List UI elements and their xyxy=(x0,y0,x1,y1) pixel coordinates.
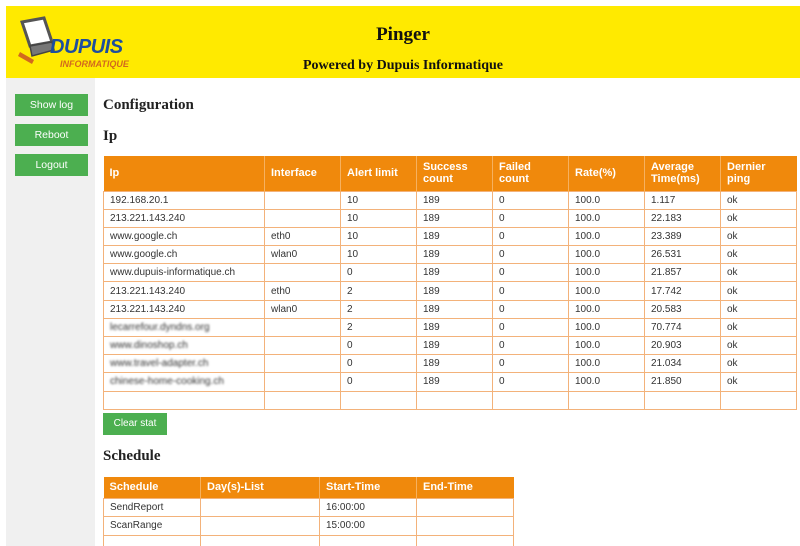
table-cell-alert-limit: 10 xyxy=(341,209,417,227)
table-cell-ip: 213.221.143.240 xyxy=(104,282,265,300)
table-cell-ip xyxy=(104,391,265,409)
table-cell-rate: 100.0 xyxy=(569,373,645,391)
table-cell-alert-limit: 10 xyxy=(341,191,417,209)
table-cell-ip: www.google.ch xyxy=(104,246,265,264)
table-cell-average-time-ms: 21.034 xyxy=(645,355,721,373)
table-cell-alert-limit: 0 xyxy=(341,373,417,391)
table-cell-ip: lecarrefour.dyndns.org xyxy=(104,318,265,336)
table-cell-dernier-ping: ok xyxy=(721,337,797,355)
table-cell-failed-count: 0 xyxy=(493,264,569,282)
schedule-heading: Schedule xyxy=(103,448,161,464)
table-cell-rate: 100.0 xyxy=(569,191,645,209)
table-cell-average-time-ms: 70.774 xyxy=(645,318,721,336)
table-cell-schedule xyxy=(104,535,201,546)
table-cell-failed-count: 0 xyxy=(493,318,569,336)
column-header-start-time: Start-Time xyxy=(320,477,417,498)
table-cell-dernier-ping: ok xyxy=(721,373,797,391)
table-cell-alert-limit: 2 xyxy=(341,300,417,318)
sidebar xyxy=(6,78,95,546)
table-cell-average-time-ms: 20.903 xyxy=(645,337,721,355)
table-cell-interface: wlan0 xyxy=(265,300,341,318)
ip-table-row xyxy=(104,209,797,227)
table-cell-success-count: 189 xyxy=(417,318,493,336)
schedule-table xyxy=(103,477,514,546)
table-cell-dernier-ping xyxy=(721,391,797,409)
clear-stat-button[interactable]: Clear stat xyxy=(103,413,167,435)
logout-button[interactable]: Logout xyxy=(15,154,88,176)
column-header-interface: Interface xyxy=(265,156,341,191)
table-cell-dernier-ping: ok xyxy=(721,191,797,209)
ip-table-row xyxy=(104,337,797,355)
table-cell-ip: www.travel-adapter.ch xyxy=(104,355,265,373)
table-cell-ip: www.google.ch xyxy=(104,227,265,245)
ip-table-row xyxy=(104,355,797,373)
schedule-table-row xyxy=(104,535,514,546)
page-subtitle: Powered by Dupuis Informatique xyxy=(302,58,504,73)
table-cell-failed-count: 0 xyxy=(493,246,569,264)
page-title: Pinger xyxy=(376,24,430,45)
table-cell-alert-limit: 0 xyxy=(341,264,417,282)
ip-table-row xyxy=(104,300,797,318)
column-header-ip: Ip xyxy=(104,156,265,191)
table-cell-interface xyxy=(265,373,341,391)
table-cell-success-count: 189 xyxy=(417,264,493,282)
table-cell-alert-limit: 0 xyxy=(341,337,417,355)
table-cell-alert-limit xyxy=(341,391,417,409)
table-cell-success-count: 189 xyxy=(417,355,493,373)
ip-table-row xyxy=(104,373,797,391)
ip-table-row xyxy=(104,191,797,209)
table-cell-ip: www.dupuis-informatique.ch xyxy=(104,264,265,282)
table-cell-ip: www.dinoshop.ch xyxy=(104,337,265,355)
table-cell-rate: 100.0 xyxy=(569,300,645,318)
reboot-button[interactable]: Reboot xyxy=(15,124,88,146)
table-cell-success-count: 189 xyxy=(417,373,493,391)
table-cell-rate: 100.0 xyxy=(569,246,645,264)
table-cell-dernier-ping: ok xyxy=(721,282,797,300)
table-cell-average-time-ms: 22.183 xyxy=(645,209,721,227)
table-cell-success-count: 189 xyxy=(417,282,493,300)
table-cell-start-time xyxy=(320,535,417,546)
table-cell-rate: 100.0 xyxy=(569,355,645,373)
table-cell-rate xyxy=(569,391,645,409)
ip-table-row xyxy=(104,246,797,264)
table-cell-success-count: 189 xyxy=(417,337,493,355)
column-header-rate: Rate(%) xyxy=(569,156,645,191)
table-cell-failed-count: 0 xyxy=(493,209,569,227)
ip-table-row xyxy=(104,391,797,409)
table-cell-failed-count: 0 xyxy=(493,227,569,245)
ip-table xyxy=(103,156,797,410)
table-cell-alert-limit: 10 xyxy=(341,227,417,245)
table-cell-start-time: 15:00:00 xyxy=(320,517,417,536)
table-cell-interface: wlan0 xyxy=(265,246,341,264)
table-cell-schedule: SendReport xyxy=(104,498,201,517)
table-cell-rate: 100.0 xyxy=(569,264,645,282)
column-header-end-time: End-Time xyxy=(417,477,514,498)
logo-subtext: INFORMATIQUE xyxy=(60,59,129,69)
logo-wordmark: DUPUIS xyxy=(50,36,123,58)
table-cell-rate: 100.0 xyxy=(569,282,645,300)
table-cell-average-time-ms: 23.389 xyxy=(645,227,721,245)
column-header-alert-limit: Alert limit xyxy=(341,156,417,191)
ip-table-row xyxy=(104,264,797,282)
ip-heading: Ip xyxy=(103,128,118,144)
table-cell-start-time: 16:00:00 xyxy=(320,498,417,517)
table-cell-rate: 100.0 xyxy=(569,337,645,355)
table-cell-interface xyxy=(265,337,341,355)
table-cell-dernier-ping: ok xyxy=(721,264,797,282)
table-cell-dernier-ping: ok xyxy=(721,300,797,318)
table-cell-success-count xyxy=(417,391,493,409)
table-cell-interface xyxy=(265,391,341,409)
table-cell-average-time-ms: 26.531 xyxy=(645,246,721,264)
table-cell-ip: 213.221.143.240 xyxy=(104,300,265,318)
table-cell-day-s-list xyxy=(201,517,320,536)
schedule-table-row xyxy=(104,498,514,517)
column-header-day-s-list: Day(s)-List xyxy=(201,477,320,498)
column-header-dernier-ping: Dernier ping xyxy=(721,156,797,191)
table-cell-failed-count xyxy=(493,391,569,409)
table-cell-success-count: 189 xyxy=(417,246,493,264)
schedule-table-row xyxy=(104,517,514,536)
table-cell-dernier-ping: ok xyxy=(721,355,797,373)
table-cell-average-time-ms: 20.583 xyxy=(645,300,721,318)
ip-table-row xyxy=(104,318,797,336)
table-cell-alert-limit: 0 xyxy=(341,355,417,373)
table-cell-rate: 100.0 xyxy=(569,227,645,245)
table-cell-day-s-list xyxy=(201,498,320,517)
table-cell-dernier-ping: ok xyxy=(721,246,797,264)
page-header xyxy=(6,6,800,78)
table-cell-end-time xyxy=(417,535,514,546)
table-cell-failed-count: 0 xyxy=(493,337,569,355)
table-cell-alert-limit: 2 xyxy=(341,318,417,336)
table-cell-schedule: ScanRange xyxy=(104,517,201,536)
table-cell-dernier-ping: ok xyxy=(721,227,797,245)
table-cell-interface: eth0 xyxy=(265,282,341,300)
show-log-button[interactable]: Show log xyxy=(15,94,88,116)
table-cell-success-count: 189 xyxy=(417,300,493,318)
configuration-heading: Configuration xyxy=(103,97,194,113)
table-cell-interface xyxy=(265,318,341,336)
table-cell-failed-count: 0 xyxy=(493,191,569,209)
table-cell-alert-limit: 2 xyxy=(341,282,417,300)
column-header-average-time-ms: Average Time(ms) xyxy=(645,156,721,191)
table-cell-success-count: 189 xyxy=(417,227,493,245)
table-cell-alert-limit: 10 xyxy=(341,246,417,264)
table-cell-average-time-ms: 17.742 xyxy=(645,282,721,300)
table-cell-failed-count: 0 xyxy=(493,282,569,300)
table-cell-average-time-ms: 1.117 xyxy=(645,191,721,209)
table-cell-average-time-ms xyxy=(645,391,721,409)
table-cell-interface xyxy=(265,191,341,209)
table-cell-failed-count: 0 xyxy=(493,355,569,373)
table-cell-ip: chinese-home-cooking.ch xyxy=(104,373,265,391)
table-cell-interface xyxy=(265,209,341,227)
table-cell-end-time xyxy=(417,517,514,536)
table-cell-ip: 213.221.143.240 xyxy=(104,209,265,227)
table-cell-rate: 100.0 xyxy=(569,318,645,336)
column-header-success-count: Success count xyxy=(417,156,493,191)
ip-table-row xyxy=(104,227,797,245)
table-cell-dernier-ping: ok xyxy=(721,318,797,336)
table-cell-ip: 192.168.20.1 xyxy=(104,191,265,209)
table-cell-success-count: 189 xyxy=(417,209,493,227)
table-cell-day-s-list xyxy=(201,535,320,546)
table-cell-average-time-ms: 21.850 xyxy=(645,373,721,391)
column-header-schedule: Schedule xyxy=(104,477,201,498)
table-cell-failed-count: 0 xyxy=(493,373,569,391)
table-cell-end-time xyxy=(417,498,514,517)
ip-table-row xyxy=(104,282,797,300)
table-cell-failed-count: 0 xyxy=(493,300,569,318)
table-cell-interface: eth0 xyxy=(265,227,341,245)
table-cell-average-time-ms: 21.857 xyxy=(645,264,721,282)
table-cell-interface xyxy=(265,264,341,282)
table-cell-success-count: 189 xyxy=(417,191,493,209)
table-cell-rate: 100.0 xyxy=(569,209,645,227)
column-header-failed-count: Failed count xyxy=(493,156,569,191)
table-cell-dernier-ping: ok xyxy=(721,209,797,227)
table-cell-interface xyxy=(265,355,341,373)
